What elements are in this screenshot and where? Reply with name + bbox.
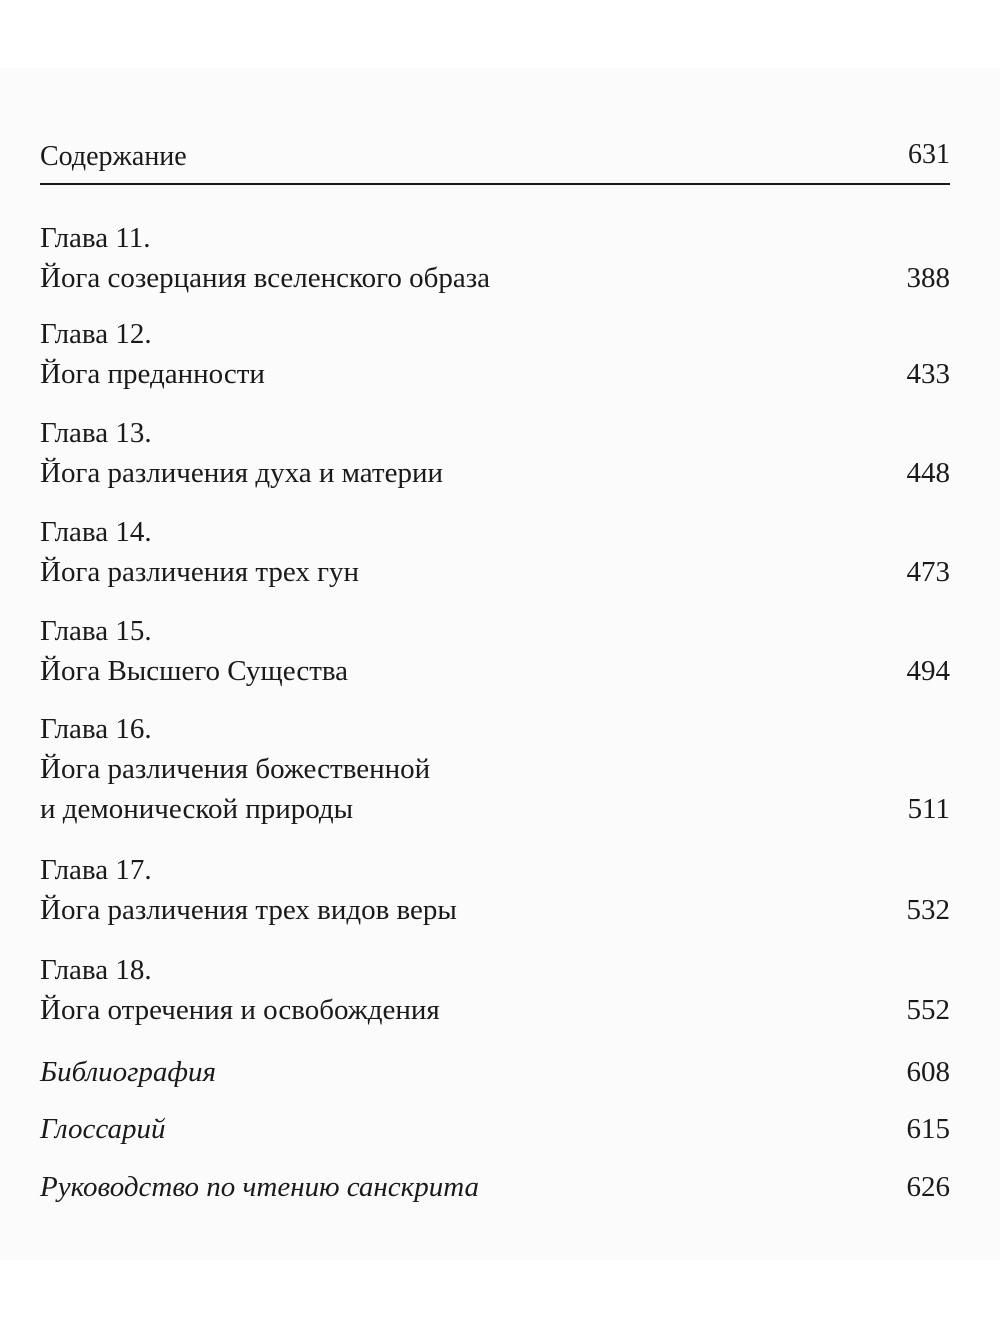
chapter-page-number: 532 [906,894,950,926]
back-matter-title: Руководство по чтению санскрита [40,1171,480,1203]
chapter-page-number: 552 [906,994,950,1026]
toc-entry-chapter-11 [40,218,950,298]
chapter-label: Глава 18. [40,954,152,986]
chapter-page-number: 473 [906,556,950,588]
chapter-title-continued: и демонической природы [40,793,354,825]
chapter-label: Глава 13. [40,417,152,449]
toc-entry-chapter-14 [40,512,950,592]
chapter-label: Глава 16. [40,713,152,745]
chapter-label: Глава 11. [40,222,151,254]
chapter-label: Глава 17. [40,854,152,886]
chapter-label: Глава 14. [40,516,152,548]
chapter-title: Йога Высшего Существа [40,655,349,687]
chapter-page-number: 448 [906,457,950,489]
toc-entry-chapter-12 [40,314,950,394]
toc-entry-sanskrit-guide [40,1167,950,1207]
chapter-title: Йога различения духа и материи [40,457,443,489]
chapter-page-number: 433 [906,358,950,390]
toc-entry-chapter-17 [40,850,950,930]
back-matter-page-number: 615 [906,1113,950,1145]
header-title: Содержание [40,141,187,172]
chapter-title: Йога различения божественной [40,753,431,785]
chapter-label: Глава 12. [40,318,152,350]
chapter-title: Йога отречения и освобождения [40,994,440,1026]
header-page-number: 631 [908,139,950,170]
back-matter-page-number: 608 [906,1056,950,1088]
toc-entry-chapter-16 [40,709,950,829]
toc-entry-chapter-13 [40,413,950,493]
chapter-title: Йога различения трех гун [40,556,360,588]
back-matter-title: Библиография [40,1056,216,1088]
toc-entry-chapter-18 [40,950,950,1030]
back-matter-title: Глоссарий [40,1113,166,1145]
toc-entry-glossary [40,1109,950,1149]
toc-entry-chapter-15 [40,611,950,691]
chapter-title: Йога различения трех видов веры [40,894,457,926]
chapter-page-number: 388 [906,262,950,294]
toc-entry-bibliography [40,1052,950,1092]
chapter-title: Йога преданности [40,358,265,390]
chapter-title: Йога созерцания вселенского образа [40,262,491,294]
chapter-page-number: 511 [907,793,950,825]
back-matter-page-number: 626 [906,1171,950,1203]
running-header [40,135,950,185]
chapter-page-number: 494 [906,655,950,687]
chapter-label: Глава 15. [40,615,152,647]
